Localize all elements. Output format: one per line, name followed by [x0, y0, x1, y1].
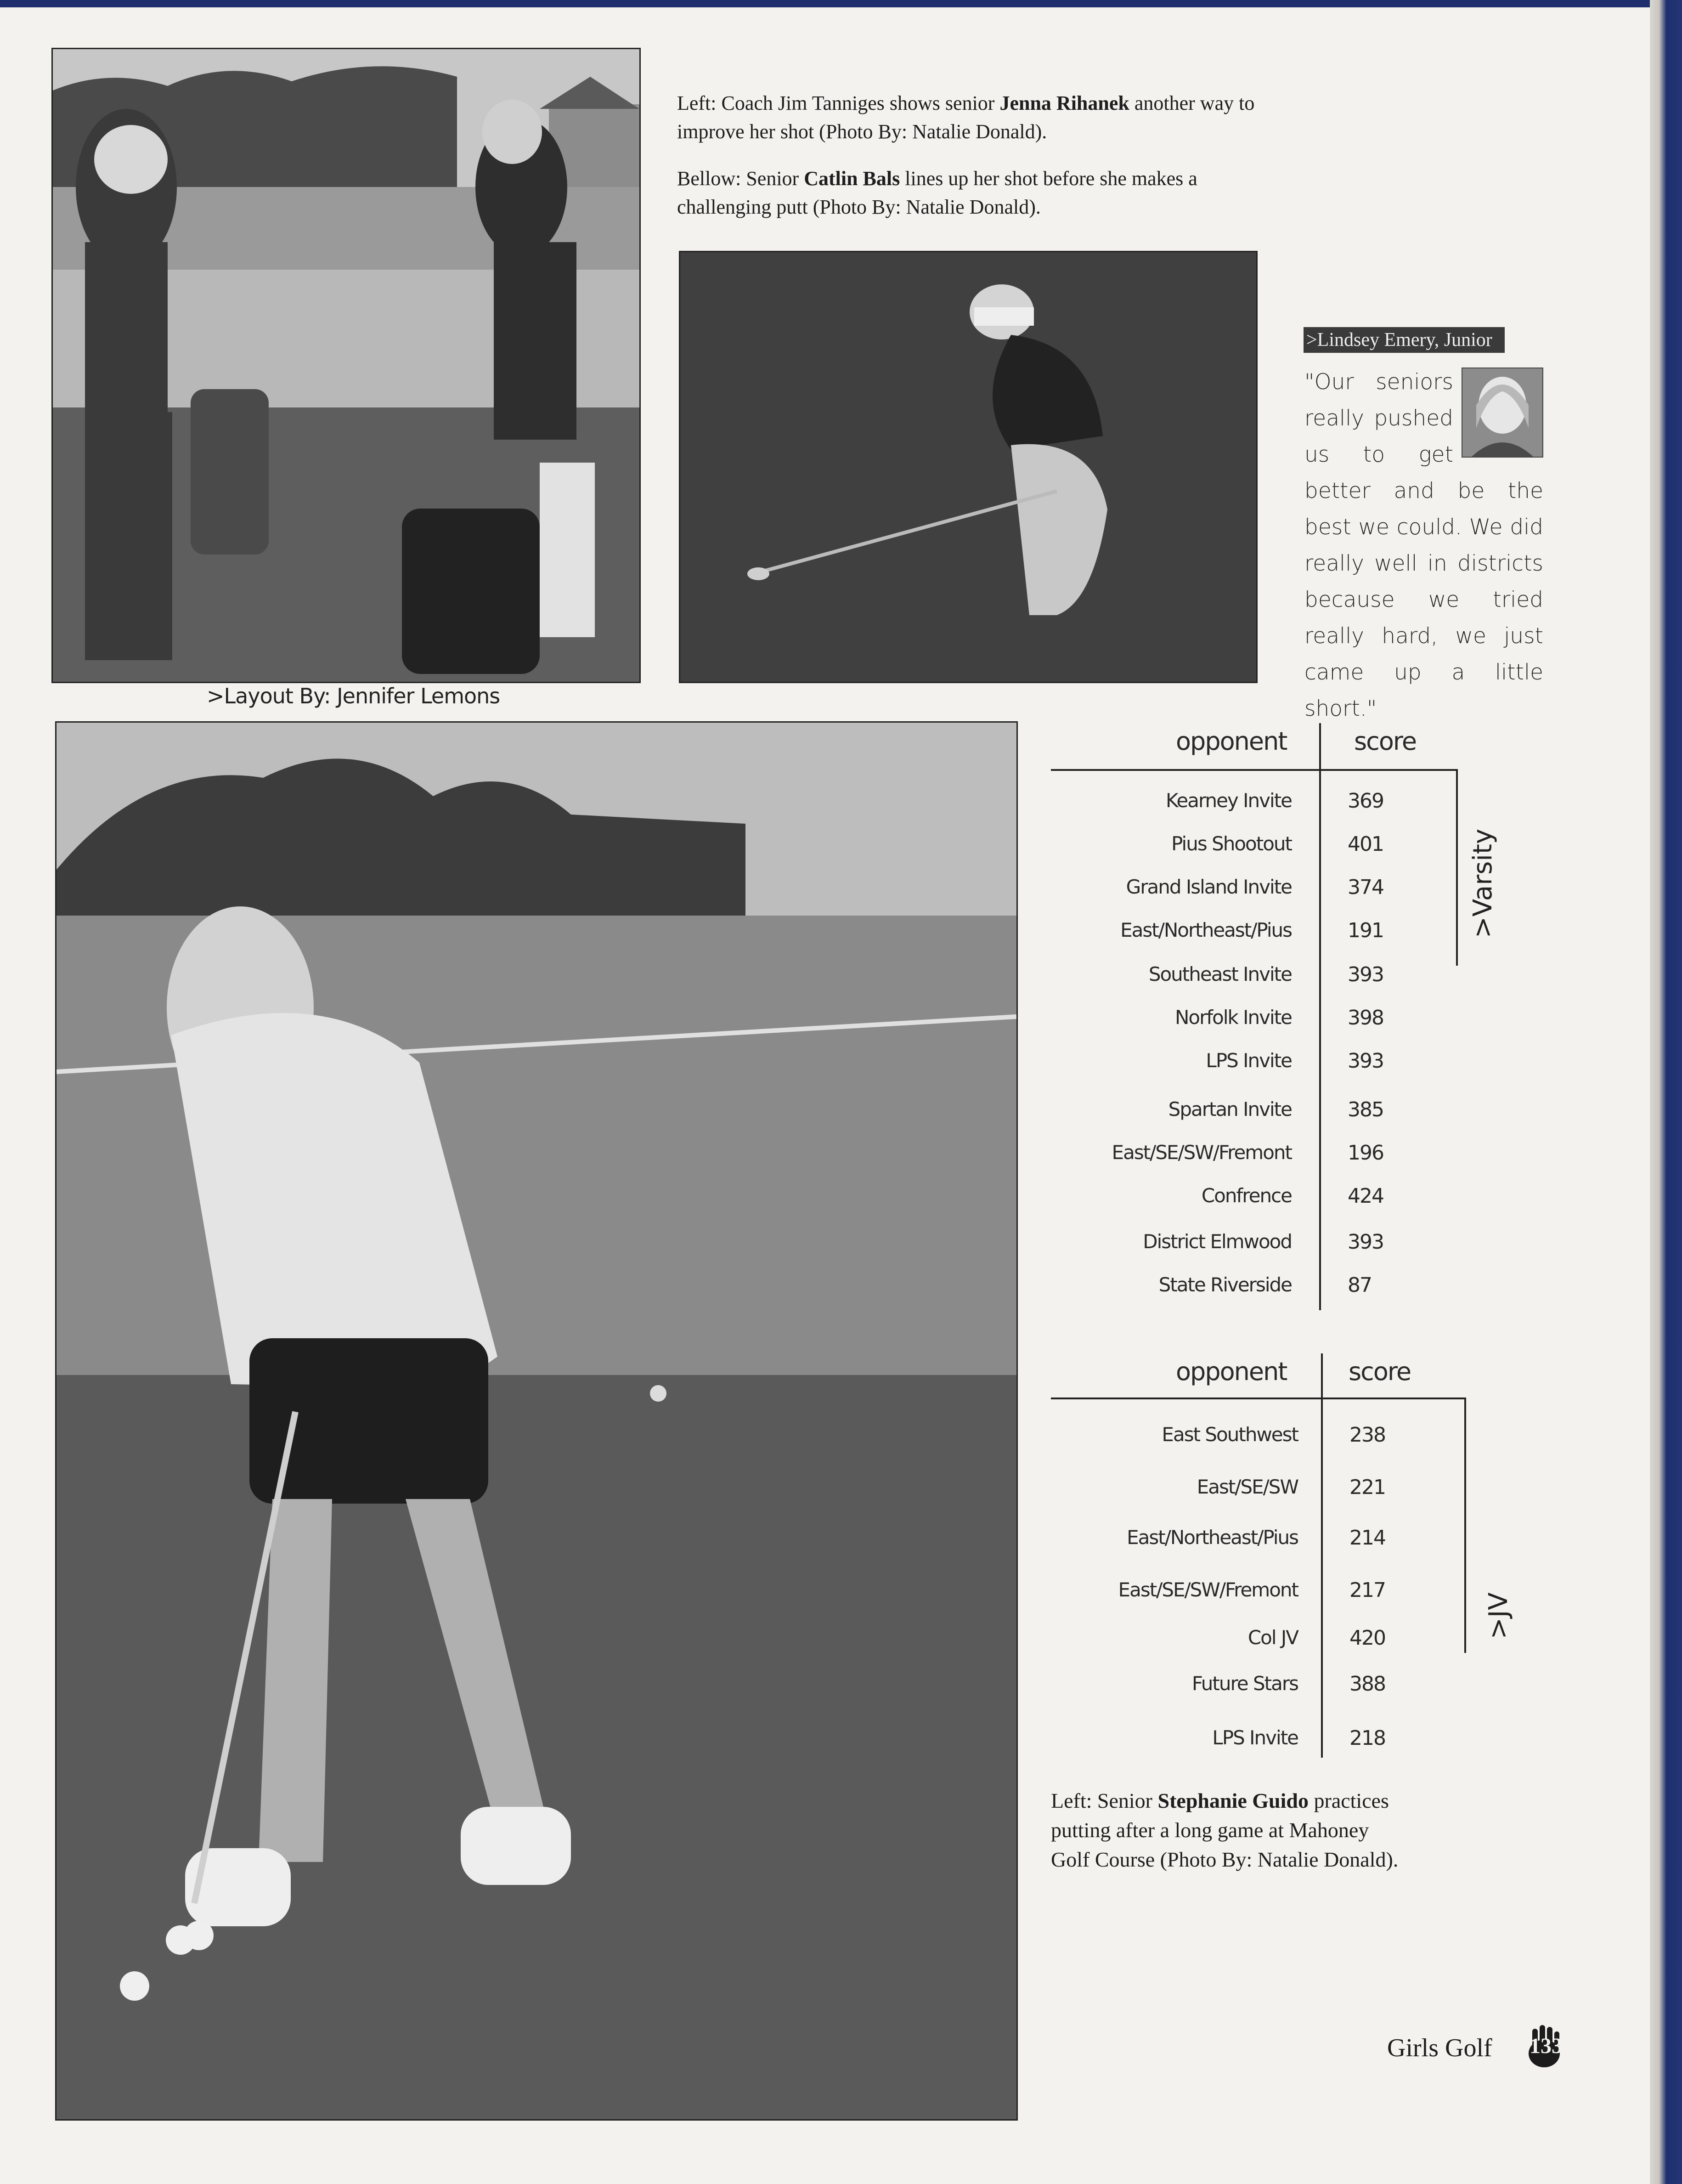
opponent-cell: East/SE/SW [1197, 1476, 1298, 1498]
varsity-bracket [1456, 769, 1458, 966]
caption-name: Jenna Rihanek [999, 92, 1129, 114]
section-title: Girls Golf [1387, 2034, 1492, 2062]
caption-bottom-left-photo: Left: Senior Stephanie Guido practices putting after a long game at Mahoney Golf Course (Photo By: Natalie Donald). [1051, 1789, 1399, 1871]
jv-column-divider [1321, 1353, 1323, 1758]
opponent-cell: Southeast Invite [1148, 963, 1292, 985]
column-header-score: score [1354, 727, 1417, 756]
opponent-cell: East/SE/SW/Fremont [1118, 1579, 1298, 1601]
opponent-cell: Confrence [1201, 1184, 1292, 1207]
score-cell: 385 [1348, 1098, 1383, 1121]
score-cell: 393 [1348, 1230, 1383, 1254]
varsity-header-rule [1051, 769, 1456, 771]
score-cell: 214 [1349, 1526, 1385, 1550]
page-number: 133 [1530, 2034, 1563, 2058]
quote-attribution: >Lindsey Emery, Junior [1304, 327, 1505, 353]
score-cell: 87 [1348, 1273, 1372, 1297]
photo-coach-and-senior [51, 48, 641, 683]
opponent-cell: East/SE/SW/Fremont [1112, 1141, 1292, 1164]
column-header-opponent: opponent [1176, 1357, 1287, 1386]
caption-bellow-photo: Bellow: Senior Catlin Bals lines up her shot before she makes a challenging putt (Photo By: Natalie Donald). [677, 167, 1197, 218]
jv-header-rule [1051, 1398, 1466, 1399]
score-cell: 238 [1349, 1423, 1385, 1447]
jv-label: >JV [1484, 1592, 1513, 1639]
opponent-cell: East/Northeast/Pius [1120, 919, 1292, 941]
opponent-cell: Future Stars [1191, 1672, 1298, 1695]
score-cell: 369 [1348, 789, 1383, 813]
page-binding-edge [1650, 0, 1682, 2184]
score-cell: 196 [1348, 1141, 1383, 1165]
score-cell: 393 [1348, 1049, 1383, 1073]
score-cell: 393 [1348, 963, 1383, 986]
varsity-label: >Varsity [1468, 828, 1498, 938]
opponent-cell: Pius Shootout [1171, 832, 1292, 855]
caption-name: Catlin Bals [804, 167, 900, 190]
score-cell: 217 [1349, 1579, 1385, 1602]
opponent-cell: State Riverside [1158, 1273, 1292, 1296]
opponent-cell: Norfolk Invite [1174, 1006, 1292, 1029]
score-cell: 191 [1348, 919, 1383, 942]
opponent-cell: District Elmwood [1143, 1230, 1292, 1253]
score-cell: 221 [1349, 1476, 1385, 1499]
caption-name: Stephanie Guido [1157, 1789, 1309, 1812]
opponent-cell: Spartan Invite [1168, 1098, 1292, 1120]
column-header-opponent: opponent [1176, 727, 1287, 756]
varsity-column-divider [1319, 723, 1321, 1310]
score-cell: 398 [1348, 1006, 1383, 1030]
score-cell: 420 [1349, 1626, 1385, 1650]
column-header-score: score [1349, 1357, 1411, 1386]
jv-bracket [1464, 1398, 1466, 1653]
caption-top-left-photo: Left: Coach Jim Tanniges shows senior Jenna Rihanek another way to improve her shot (Photo By: Natalie Donald). [677, 92, 1255, 143]
quote-block [1304, 364, 1543, 727]
score-cell: 401 [1348, 832, 1383, 856]
opponent-cell: Grand Island Invite [1126, 876, 1292, 898]
layout-credit: >Layout By: Jennifer Lemons [207, 684, 500, 708]
score-cell: 388 [1349, 1672, 1385, 1696]
page-top-edge [0, 0, 1682, 7]
opponent-cell: East/Northeast/Pius [1127, 1526, 1298, 1549]
photo-senior-lining-up-putt [679, 251, 1258, 683]
opponent-cell: LPS Invite [1206, 1049, 1292, 1072]
opponent-cell: East Southwest [1162, 1423, 1298, 1446]
opponent-cell: Col JV [1247, 1626, 1298, 1649]
opponent-cell: Kearney Invite [1165, 789, 1292, 812]
score-cell: 218 [1349, 1726, 1385, 1750]
photo-senior-practicing-putting [55, 721, 1018, 2121]
quote-text: "Our seniors really pushed us to get better and be the best we could. We did really well in districts because we tried really hard, we just came up a little short." [1304, 369, 1543, 721]
opponent-cell: LPS Invite [1212, 1726, 1298, 1749]
quote-portrait [1462, 368, 1543, 458]
score-cell: 424 [1348, 1184, 1383, 1208]
score-cell: 374 [1348, 876, 1383, 899]
